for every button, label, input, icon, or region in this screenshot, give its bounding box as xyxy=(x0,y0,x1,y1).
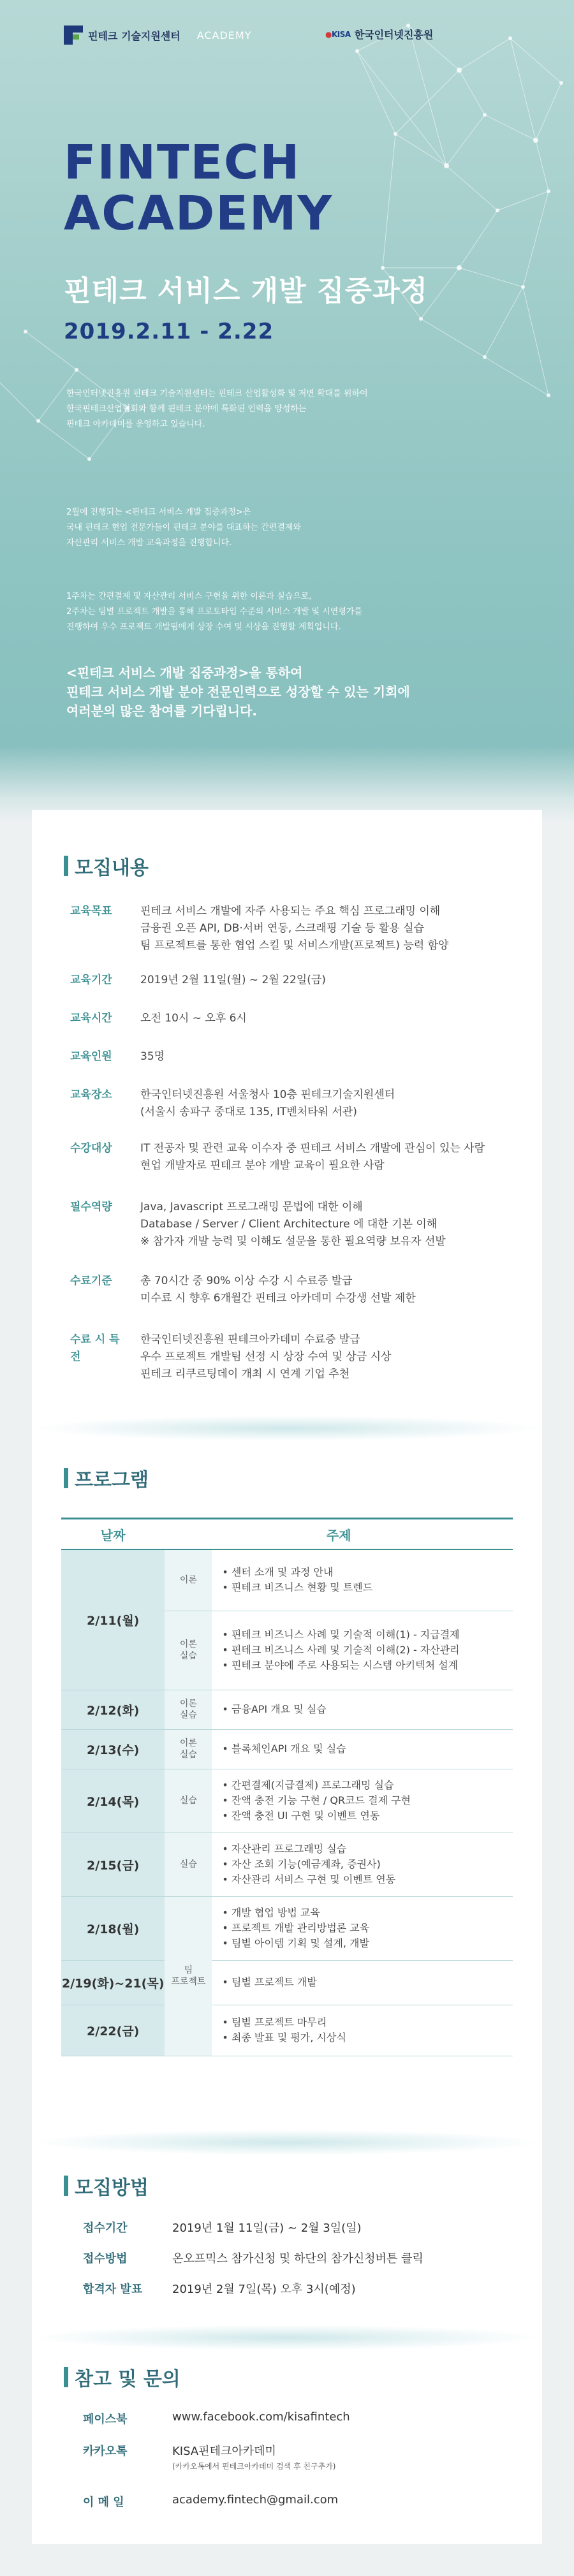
fintech-center-name: 핀테크 기술지원센터 xyxy=(88,29,180,42)
hero-title-line1: FINTECH xyxy=(64,135,301,190)
info-row-period: 교육기간 2019년 2월 11일(월) ~ 2월 22일(금) xyxy=(70,974,326,986)
info-row-benefits: 수료 시 특전 한국인터넷진흥원 핀테크아카데미 수료증 발급 우수 프로젝트 개발팀 선정 시 상장 수여 및 상금 시상 핀테크 리쿠르팅데이 개최 시 연계 기업 추천 xyxy=(70,1333,392,1380)
intro-paragraph-3: 1주차는 간편결제 및 자산관리 서비스 구현을 위한 이론과 실습으로, 2주차는 팀별 프로젝트 개발을 통해 프로토타입 수준의 서비스 개발 및 시연평가를 진행하여 우수 프로젝트 개발팀에게 상장 수여 및 시상을 진행할 계획입니다. xyxy=(66,592,363,632)
info-row-completion: 수료기준 총 70시간 중 90% 이상 수강 시 수료증 발급 미수료 시 향후 6개월간 핀테크 아카데미 수강생 선발 제한 xyxy=(70,1275,416,1305)
email-link[interactable]: academy.fintech@gmail.com xyxy=(172,2493,339,2506)
kakao-note: (카카오톡에서 핀테크아카데미 검색 후 친구추가) xyxy=(172,2462,336,2471)
info-row-time: 교육시간 오전 10시 ~ 오후 6시 xyxy=(70,1012,247,1025)
apply-row-period: 접수기간 2019년 1월 11일(금) ~ 2월 3일(일) xyxy=(83,2221,362,2235)
table-row: 2/15(금) 실습 • 자산관리 프로그래밍 실습 • 자산 조회 기능(예금계좌, 증권사) • 자산관리 서비스 구현 및 이벤트 연동 xyxy=(61,1833,513,1896)
hero-subtitle: 핀테크 서비스 개발 집중과정 xyxy=(64,275,429,307)
hero-dates: 2019.2.11 - 2.22 xyxy=(64,319,274,344)
table-row: 2/22(금) • 팀별 프로젝트 마무리 • 최종 발표 및 평가, 시상식 xyxy=(61,2005,513,2056)
fintech-logo-icon xyxy=(64,26,83,45)
contact-row-facebook: 페이스북 www.facebook.com/kisafintech xyxy=(83,2410,350,2426)
contact-section-title: 참고 및 문의 xyxy=(64,2363,180,2391)
program-section-title: 프로그램 xyxy=(64,1464,149,1492)
intro-paragraph-2: 2월에 진행되는 <핀테크 서비스 개발 집중과정>은 국내 핀테크 현업 전문가들이 핀테크 분야를 대표하는 간편결제와 자산관리 서비스 개발 교육과정을 진행합니다. xyxy=(66,508,301,548)
intro-paragraph-1: 한국인터넷진흥원 핀테크 기술지원센터는 핀테크 산업활성화 및 저변 확대를 위하여 한국핀테크산업협회와 함께 핀테크 분야에 특화된 인력을 양성하는 핀테크 아카데미를 운영하고 있습니다. xyxy=(66,389,368,429)
facebook-link[interactable]: www.facebook.com/kisafintech xyxy=(172,2410,350,2424)
table-row: 2/12(화) 이론 실습 • 금융API 개요 및 실습 xyxy=(61,1690,513,1729)
academy-label: ACADEMY xyxy=(196,29,252,41)
apply-row-announce: 합격자 발표 2019년 2월 7일(목) 오후 3시(예정) xyxy=(83,2283,356,2296)
col-topic-header: 주제 xyxy=(165,1519,513,1550)
table-row: 2/11(월) 이론 • 센터 소개 및 과정 안내 • 핀테크 비즈니스 현황 및 트렌드 xyxy=(61,1549,513,1611)
apply-section-title: 모집방법 xyxy=(64,2172,149,2200)
contact-row-kakao: 카카오톡 KISA핀테크아카데미 (카카오톡에서 핀테크아카데미 검색 후 친구추가) xyxy=(83,2445,336,2471)
kisa-logo xyxy=(325,27,433,41)
kisa-name: 한국인터넷진흥원 xyxy=(354,29,434,41)
table-row: 2/18(월) 팀 프로젝트 • 개발 협업 방법 교육 • 프로젝트 개발 관리방법론 교육 • 팀별 아이템 기획 및 설계, 개발 xyxy=(61,1896,513,1960)
table-row: 2/19(화)~21(목) • 팀별 프로젝트 개발 xyxy=(61,1960,513,2005)
table-row: 이론 실습 • 핀테크 비즈니스 사례 및 기술적 이해(1) - 지급결제 • 핀테크 비즈니스 사례 및 기술적 이해(2) - 자산관리 • 핀테크 분야에 주로 사용되는 시스템 아키텍처 설계 xyxy=(61,1611,513,1690)
col-date-header: 날짜 xyxy=(61,1519,165,1550)
table-row: 2/14(목) 실습 • 간편결제(지급결제) 프로그래밍 실습 • 잔액 충전 기능 구현 / QR코드 결제 구현 • 잔액 충전 UI 구현 및 이벤트 연동 xyxy=(61,1769,513,1833)
contact-row-email: 이 메 일 academy.fintech@gmail.com xyxy=(83,2493,339,2509)
info-row-location: 교육장소 한국인터넷진흥원 서울청사 10층 핀테크기술지원센터 (서울시 송파구 중대로 135, IT벤처타워 서관) xyxy=(70,1088,395,1118)
apply-row-method: 접수방법 온오프믹스 참가신청 및 하단의 참가신청버튼 클릭 xyxy=(83,2252,423,2265)
info-row-target: 수강대상 IT 전공자 및 관련 교육 이수자 중 핀테크 서비스 개발에 관심이 있는 사람 현업 개발자로 핀테크 분야 개발 교육이 필요한 사람 xyxy=(70,1142,485,1172)
info-row-skills: 필수역량 Java, Javascript 프로그래밍 문법에 대한 이해 Database / Server / Client Architecture 에 대한 기본 이해 ※ 참가자 개발 능력 및 이해도 설문을 통한 필요역량 보유자 선발 xyxy=(70,1201,446,1248)
intro-invitation: <핀테크 서비스 개발 집중과정>을 통하여 핀테크 서비스 개발 분야 전문인력으로 성장할 수 있는 기회에 여러분의 많은 참여를 기다립니다. xyxy=(66,665,410,719)
recruit-section-title: 모집내용 xyxy=(64,852,149,880)
kisa-mark: ●KISA xyxy=(325,29,351,39)
hero-banner xyxy=(0,0,574,803)
table-row: 2/13(수) 이론 실습 • 블록체인API 개요 및 실습 xyxy=(61,1729,513,1769)
hero-title-line2: ACADEMY xyxy=(64,186,334,241)
program-table xyxy=(61,1518,513,2056)
fintech-center-logo xyxy=(64,26,251,45)
kakao-id: KISA핀테크아카데미 xyxy=(172,2445,276,2458)
info-row-count: 교육인원 35명 xyxy=(70,1050,165,1063)
content-card xyxy=(32,810,542,2544)
info-row-goal: 교육목표 핀테크 서비스 개발에 자주 사용되는 주요 핵심 프로그래밍 이해 금융권 오픈 API, DB·서버 연동, 스크래핑 기술 등 활용 실습 팀 프로젝트를 통한 협업 스킬 및 서비스개발(프로젝트) 능력 함양 xyxy=(70,905,449,952)
